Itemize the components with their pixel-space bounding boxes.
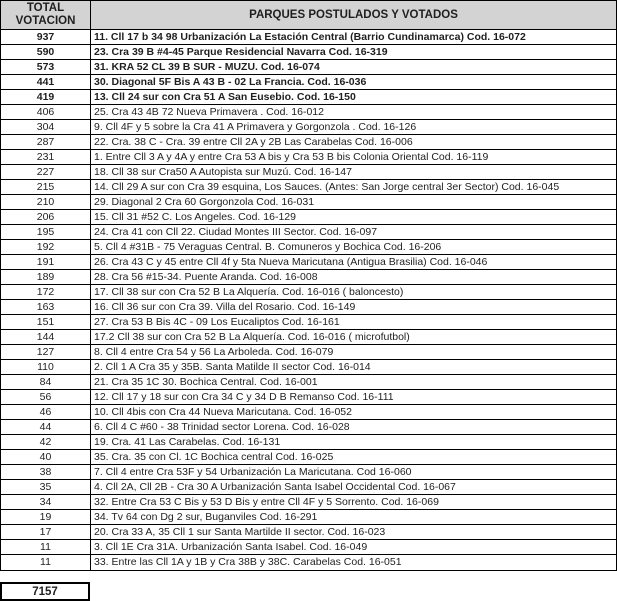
votes-cell: 590 [1,45,91,59]
park-cell: 19. Cra. 41 Las Carabelas. Cod. 16-131 [94,436,281,448]
votes-cell: 215 [1,180,91,194]
table-row [1,345,616,360]
votes-cell: 406 [1,105,91,119]
park-cell: 17. Cll 38 sur con Cra 52 B La Alquería. Cod. 16-016 ( baloncesto) [94,286,404,298]
votes-cell: 17 [1,525,91,539]
park-cell: 32. Entre Cra 53 C Bis y 53 D Bis y entre Cll 4F y 5 Sorrento. Cod. 16-069 [94,496,439,508]
votes-cell: 19 [1,510,91,524]
table-row [1,165,616,180]
votes-cell: 192 [1,240,91,254]
table-row [1,450,616,465]
table-row [1,75,616,90]
park-cell: 24. Cra 41 con Cll 22. Ciudad Montes III Sector. Cod. 16-097 [94,226,378,238]
park-cell: 7. Cll 4 entre Cra 53F y 54 Urbanización La Maricutana. Cod 16-060 [94,466,412,478]
table-row [1,210,616,225]
table-row [1,375,616,390]
table-row [1,255,616,270]
total-row [0,582,617,601]
park-cell: 14. Cll 29 A sur con Cra 39 esquina, Los Sauces. (Antes: San Jorge central 3er Sector) Cod. 16-045 [94,181,560,193]
table-row [1,525,616,540]
table-row [1,90,616,105]
park-cell: 28. Cra 56 #15-34. Puente Aranda. Cod. 16-008 [94,271,318,283]
table-row [1,60,616,75]
table-row [1,390,616,405]
votes-cell: 172 [1,285,91,299]
votes-cell: 110 [1,360,91,374]
table-row [1,315,616,330]
votes-cell: 38 [1,465,91,479]
votes-cell: 206 [1,210,91,224]
votes-cell: 44 [1,420,91,434]
votes-cell: 34 [1,495,91,509]
votes-cell: 195 [1,225,91,239]
park-cell: 13. Cll 24 sur con Cra 51 A San Eusebio. Cod. 16-150 [94,91,356,103]
table-row [1,420,616,435]
votes-cell: 35 [1,480,91,494]
park-cell: 27. Cra 53 B Bis 4C - 09 Los Eucaliptos Cod. 16-161 [94,316,340,328]
votes-cell: 56 [1,390,91,404]
table-row [1,300,616,315]
votes-cell: 127 [1,345,91,359]
total-votes-value: 7157 [0,582,90,601]
park-cell: 26. Cra 43 C y 45 entre Cll 4f y 5ta Nueva Maricutana (Antigua Brasilia) Cod. 16-046 [94,256,488,268]
votes-cell: 227 [1,165,91,179]
park-cell: 29. Diagonal 2 Cra 60 Gorgonzola Cod. 16-031 [94,196,315,208]
column-header-parques-postulados: PARQUES POSTULADOS Y VOTADOS [249,8,458,21]
table-row [1,285,616,300]
park-cell: 11. Cll 17 b 34 98 Urbanización La Estación Central (Barrio Cundinamarca) Cod. 16-072 [94,31,526,43]
park-cell: 25. Cra 43 4B 72 Nueva Primavera . Cod. 16-012 [94,106,324,118]
table-row [1,45,616,60]
park-cell: 5. Cll 4 #31B - 75 Veraguas Central. B. Comuneros y Bochica Cod. 16-206 [94,241,442,253]
votes-cell: 42 [1,435,91,449]
votes-cell: 304 [1,120,91,134]
table-row [1,150,616,165]
table-row [1,270,616,285]
park-cell: 22. Cra. 38 C - Cra. 39 entre Cll 2A y 2B Las Carabelas Cod. 16-006 [94,136,413,148]
table-row [1,120,616,135]
park-cell: 6. Cll 4 C #60 - 38 Trinidad sector Lorena. Cod. 16-028 [94,421,350,433]
table-row [1,465,616,480]
table-body [1,30,616,570]
park-cell: 30. Diagonal 5F Bis A 43 B - 02 La Francia. Cod. 16-036 [94,76,367,88]
votes-cell: 151 [1,315,91,329]
votes-cell: 163 [1,300,91,314]
table-row [1,405,616,420]
votes-cell: 84 [1,375,91,389]
park-cell: 4. Cll 2A, Cll 2B - Cra 30 A Urbanización Santa Isabel Occidental Cod. 16-067 [94,481,456,493]
park-cell: 35. Cra. 35 con Cl. 1C Bochica central Cod. 16-025 [94,451,334,463]
park-cell: 9. Cll 4F y 5 sobre la Cra 41 A Primavera y Gorgonzola . Cod. 16-126 [94,121,417,133]
table-row [1,240,616,255]
park-cell: 15. Cll 31 #52 C. Los Angeles. Cod. 16-129 [94,211,296,223]
table-header-row [1,1,616,30]
votes-cell: 210 [1,195,91,209]
park-cell: 23. Cra 39 B #4-45 Parque Residencial Navarra Cod. 16-319 [94,46,388,58]
table-row [1,105,616,120]
table-row [1,30,616,45]
table-row [1,435,616,450]
table-row [1,510,616,525]
park-cell: 2. Cll 1 A Cra 35 y 35B. Santa Matilde II sector Cod. 16-014 [94,361,371,373]
park-cell: 12. Cll 17 y 18 sur con Cra 34 C y 34 D B Remanso Cod. 16-111 [94,391,394,403]
votes-cell: 11 [1,555,91,570]
votes-cell: 11 [1,540,91,554]
park-cell: 21. Cra 35 1C 30. Bochica Central. Cod. 16-001 [94,376,318,388]
table-row [1,135,616,150]
votes-cell: 441 [1,75,91,89]
votes-cell: 189 [1,270,91,284]
park-cell: 34. Tv 64 con Dg 2 sur, Buganviles Cod. 16-291 [94,511,318,523]
table-row [1,180,616,195]
park-cell: 1. Entre Cll 3 A y 4A y entre Cra 53 A bis y Cra 53 B bis Colonia Oriental Cod. 16-119 [94,151,489,163]
votes-cell: 419 [1,90,91,104]
park-cell: 16. Cll 36 sur con Cra 39. Villa del Rosario. Cod. 16-149 [94,301,356,313]
votes-cell: 40 [1,450,91,464]
table-row [1,540,616,555]
park-cell: 8. Cll 4 entre Cra 54 y 56 La Arboleda. Cod. 16-079 [94,346,334,358]
park-cell: 31. KRA 52 CL 39 B SUR - MUZU. Cod. 16-074 [94,61,320,73]
votes-cell: 144 [1,330,91,344]
park-cell: 20. Cra 33 A, 35 Cll 1 sur Santa Martilde II sector. Cod. 16-023 [94,526,386,538]
park-cell: 18. Cll 38 sur Cra50 A Autopista sur Muzú. Cod. 16-147 [94,166,352,178]
votes-cell: 937 [1,30,91,44]
park-cell: 3. Cll 1E Cra 31A. Urbanización Santa Isabel. Cod. 16-049 [94,541,368,553]
table-row [1,480,616,495]
table-row [1,225,616,240]
table-row [1,330,616,345]
column-header-total-votacion: TOTAL VOTACION [1,1,91,29]
votes-cell: 573 [1,60,91,74]
spacer-row [0,571,617,582]
votes-cell: 287 [1,135,91,149]
votes-cell: 231 [1,150,91,164]
park-cell: 33. Entre las Cll 1A y 1B y Cra 38B y 38C. Carabelas Cod. 16-051 [94,556,402,568]
park-cell: 17.2 Cll 38 sur con Cra 52 B La Alquería. Cod. 16-016 ( microfutbol) [94,331,410,343]
table-row [1,360,616,375]
table-row [1,195,616,210]
votes-cell: 191 [1,255,91,269]
park-cell: 10. Cll 4bis con Cra 44 Nueva Maricutana. Cod. 16-052 [94,406,352,418]
table-row [1,555,616,570]
votes-cell: 46 [1,405,91,419]
table-row [1,495,616,510]
